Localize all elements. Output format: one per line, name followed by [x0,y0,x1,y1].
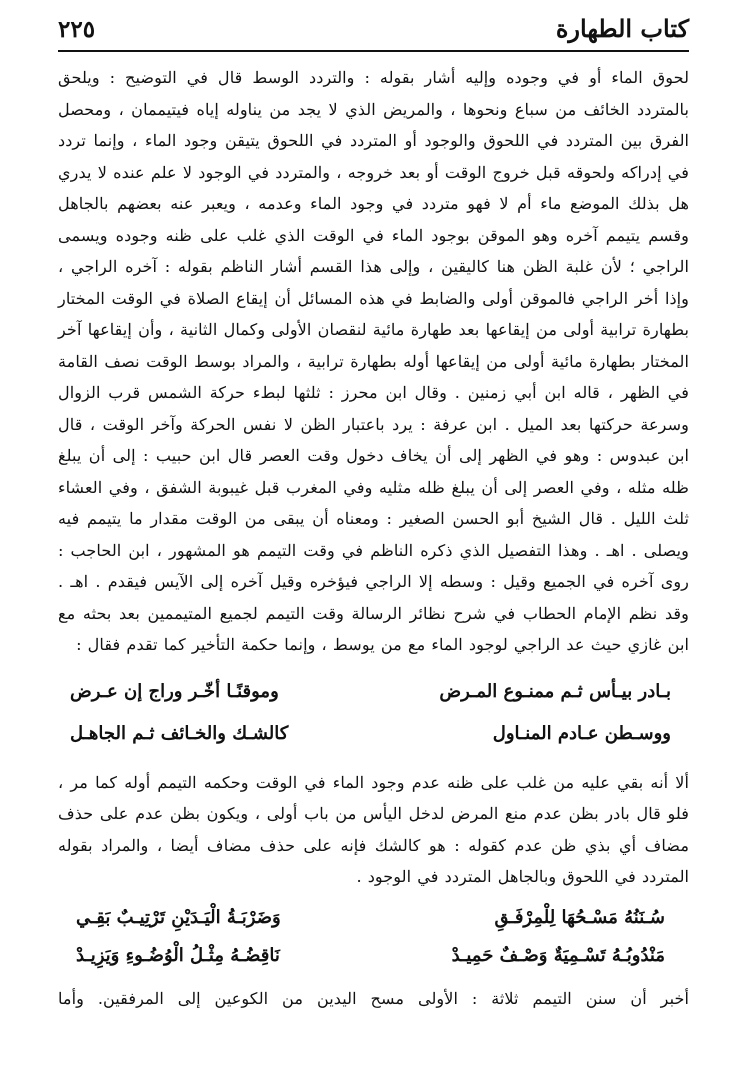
page-number: ٢٢٥ [58,16,96,43]
poem-2 [58,899,689,975]
verse-line [58,671,689,713]
hemistich-left: كالشـك والخـائف ثـم الجاهـل [70,723,289,744]
hemistich-left: وموقنًـا أخّـر وراج إن عـرض [70,681,279,702]
hemistich-left: وَضَرْبَـةُ الْيَـدَيْنِ تَرْتِيـبٌ بَقِـي [76,907,281,928]
paragraph-1: لحوق الماء أو في وجوده وإليه أشار بقوله : والتردد الوسط قال في التوضيح : ويلحق بالمتردد الخائف من سباع ونحوها ، والمريض الذي لا يجد من يناوله إياه فيتيممان ، ومحصل الفرق بين المتردد في اللحوق والوجود أو المتردد في اللحوق يتيقن وجود الماء ، وإنما تردد في إدراكه ولحوقه قبل خروج الوقت أو بعد خروجه ، والمتردد في الوجود لا علم عنده لا يدري هل بذلك الموضع ماء أم لا فهو متردد في وجود الماء وعدمه ، ويعبر عنه بعضهم بالجاهل وقسم يتيمم آخره وهو الموقن بوجود الماء في الوقت الذي غلب على ظنه وجوده ويسمى الراجي ؛ لأن غلبة الظن هنا كاليقين ، وإلى هذا القسم أشار الناظم بقوله : آخره الراجي ، وإذا أخر الراجي فالموقن أولى والضابط في هذه المسائل أن إيقاع الصلاة في الوقت المختار بطهارة ترابية أولى من إيقاعها بعد طهارة مائية لنقصان الأولى وكمال الثانية ، وأن إيقاعها آخر المختار بطهارة مائية أولى من إيقاعها أوله بطهارة ترابية ، والمراد بوسط الوقت نصف القامة في الظهر ، قاله ابن أبي زمنين . وقال ابن محرز : ثلثها لبطء حركة الشمس قرب الزوال وسرعة حركتها بعد الميل . ابن عرفة : يرد باعتبار الظن لا نفس الحركة وآخر الوقت ، قال ابن عبدوس : وهو في الظهر إلى أن يخاف دخول وقت العصر قال ابن حبيب : إلى أن يبلغ ظله مثله ، وفي العصر إلى أن يبلغ ظله مثليه وفي المغرب قبل غيبوبة الشفق ، وفي العشاء ثلث الليل . قال الشيخ أبو الحسن الصغير : ومعناه أن يبقى من الوقت مقدار ما يتيمم فيه ويصلى . اهـ . وهذا التفصيل الذي ذكره الناظم في وقت التيمم هو المشهور ، ابن الحاجب : روى آخره في الجميع وقيل : وسطه إلا الراجي فيؤخره وقيل آخره إلى الآيس فيقدم . اهـ . وقد نظم الإمام الحطاب في شرح نظائر الرسالة وقت التيمم لجميع المتيممين بعد بحثه مع ابن غازي حيث عد الراجي لوجود الماء مع من يوسط ، وإنما حكمة التأخير كما تقدم فقال : [58,68,689,654]
hemistich-left: نَاقِضُـهُ مِثْـلُ الْوُضُـوءِ وَيَزِيـدْ [76,945,280,966]
paragraph-2: ألا أنه بقي عليه من غلب على ظنه عدم وجود الماء في الوقت وحكمه التيمم أوله كما مر ، فلو قال بادر بظن عدم منع المرض لدخل اليأس من باب أولى ، ويكون بظن عدم على حذف مضاف أي بذي ظن عدم كقوله : هو كالشك فإنه على حذف مضاف أيضا ، والمراد بقوله المتردد في اللحوق وبالجاهل المتردد في الوجود . [58,772,689,886]
hemistich-right: سُـنَنُهُ مَسْـحُهَا لِلْمِرْفَـقِ [494,907,665,928]
verse-line [58,937,689,975]
poem-1 [58,671,689,755]
hemistich-right: ووسـطن عـادم المنـاول [492,723,671,744]
verse-line [58,713,689,755]
paragraph-3: أخبر أن سنن التيمم ثلاثة : الأولى مسح اليدين من الكوعين إلى المرفقين. وأما [58,988,689,1008]
hemistich-right: مَنْدُوبُـهُ تَسْـمِيَةٌ وَصْـفٌ حَمِيـدْ [451,945,665,966]
hemistich-right: بـادر بيـأس ثـم ممنـوع المـرض [439,681,671,702]
running-title: كتاب الطهارة [555,14,689,43]
page-header [58,14,689,52]
verse-line [58,899,689,937]
